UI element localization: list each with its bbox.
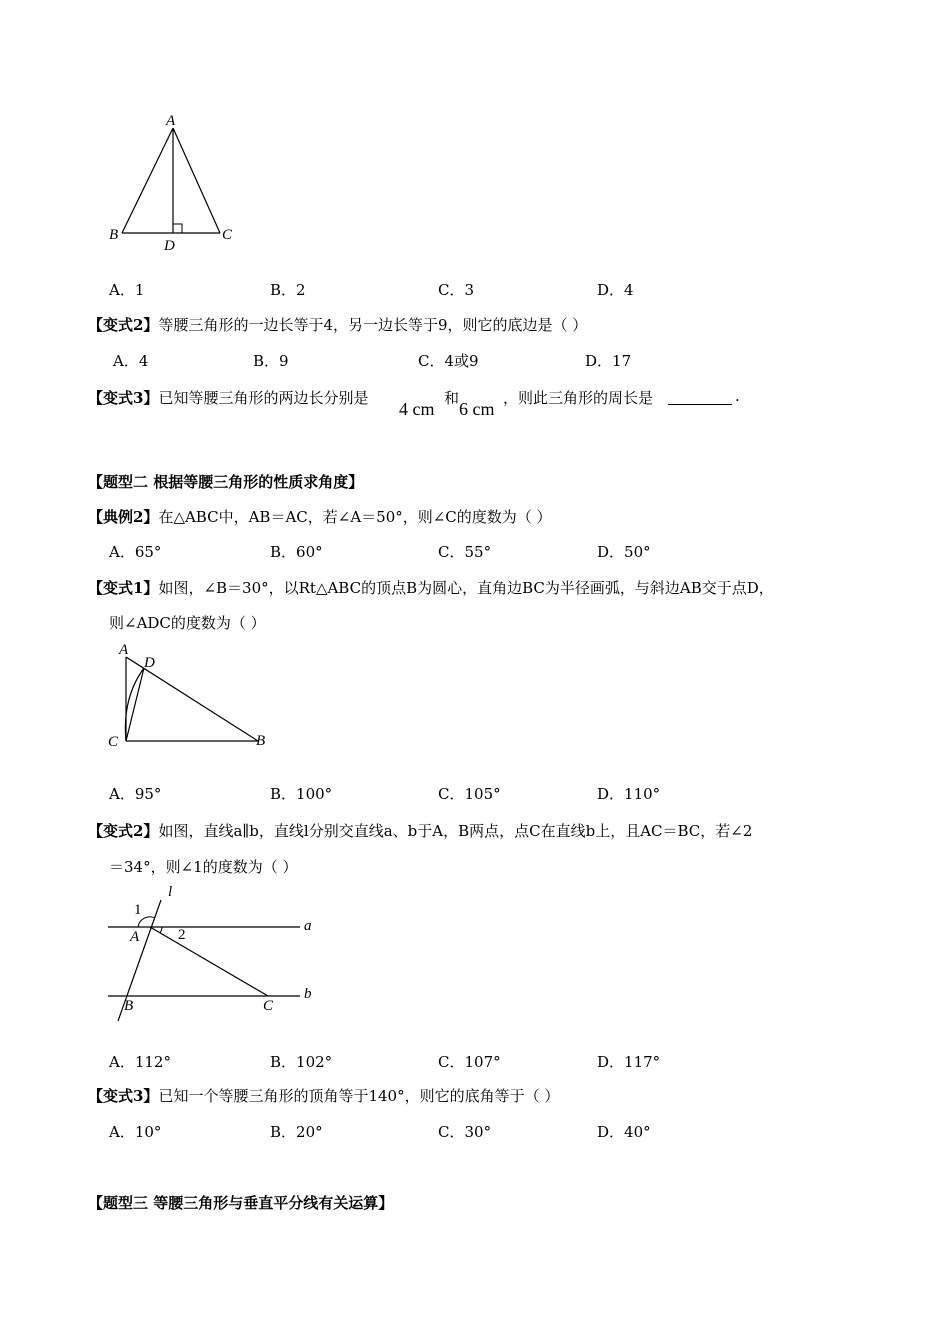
- example2-option-c[interactable]: C．55°: [438, 543, 492, 561]
- variant3-question: [88, 387, 368, 408]
- s2-variant1-tag: 【变式1】: [88, 579, 159, 597]
- s2-variant1-line2: 则∠ADC的度数为（ ）: [109, 614, 266, 632]
- s2-variant3-tag: 【变式3】: [88, 1087, 159, 1105]
- s2-variant2-option-b[interactable]: B．102°: [270, 1053, 333, 1071]
- fig1-label-c: C: [222, 227, 233, 243]
- variant2-option-b[interactable]: B．9: [253, 352, 289, 370]
- fig3-label-c-point: C: [263, 998, 274, 1014]
- fig2-label-b: B: [256, 733, 266, 749]
- s2-variant1-option-b[interactable]: B．100°: [270, 785, 333, 803]
- s2-variant3-option-c[interactable]: C．30°: [438, 1123, 492, 1141]
- example2-option-a[interactable]: A．65°: [109, 543, 162, 561]
- s2-variant2-option-c[interactable]: C．107°: [438, 1053, 501, 1071]
- fig2-label-a: A: [119, 642, 129, 658]
- s2-variant1-line1: [88, 577, 774, 598]
- example2-text: 在△ABC中，AB＝AC，若∠A＝50°，则∠C的度数为（ ）: [158, 508, 552, 526]
- fig2-label-c: C: [108, 734, 119, 750]
- s2-variant2-line1: [88, 820, 752, 841]
- variant2-option-a[interactable]: A．4: [113, 352, 149, 370]
- variant3-text-a: 已知等腰三角形的两边长分别是: [158, 389, 369, 407]
- s2-variant3-option-a[interactable]: A．10°: [109, 1123, 162, 1141]
- fig1-label-b: B: [109, 227, 119, 243]
- q1-option-b[interactable]: B．2: [270, 281, 306, 299]
- s2-variant2-tag: 【变式2】: [88, 822, 159, 840]
- example2-question: [88, 506, 552, 527]
- variant3-answer-blank[interactable]: [668, 390, 732, 405]
- s2-variant3-text: 已知一个等腰三角形的顶角等于140°，则它的底角等于（ ）: [158, 1087, 560, 1105]
- fig3-label-b-line: b: [304, 986, 312, 1002]
- fig3-label-2: 2: [178, 927, 186, 943]
- fig3-label-a-point: A: [130, 929, 140, 945]
- fig3-label-a-line: a: [304, 918, 312, 934]
- example2-option-d[interactable]: D．50°: [597, 543, 651, 561]
- q1-option-d[interactable]: D．4: [597, 281, 634, 299]
- fig3-label-b-point: B: [124, 998, 134, 1014]
- q1-option-c[interactable]: C．3: [438, 281, 475, 299]
- variant2-option-c[interactable]: C．4或9: [418, 352, 479, 370]
- q1-option-a[interactable]: A．1: [109, 281, 145, 299]
- s2-variant1-option-a[interactable]: A．95°: [109, 785, 162, 803]
- fig2-label-d: D: [144, 655, 155, 671]
- variant2-tag: 【变式2】: [88, 316, 159, 334]
- example2-option-b[interactable]: B．60°: [270, 543, 323, 561]
- s2-variant2-text: 如图，直线a∥b，直线l分别交直线a、b于A，B两点，点C在直线b上，且AC＝BC，若∠2: [158, 822, 753, 840]
- s2-variant2-line2: ＝34°，则∠1的度数为（ ）: [109, 858, 298, 876]
- s2-variant1-option-c[interactable]: C．105°: [438, 785, 501, 803]
- s2-variant3-question: [88, 1085, 559, 1106]
- fig1-label-d: D: [164, 238, 175, 254]
- fig1-label-a: A: [166, 113, 176, 129]
- example2-tag: 【典例2】: [88, 508, 159, 526]
- variant2-text: 等腰三角形的一边长等于4，另一边长等于9，则它的底边是（ ）: [158, 316, 588, 334]
- variant2-question: [88, 314, 587, 335]
- variant3-text-b: ，则此三角形的周长是: [503, 389, 654, 407]
- s2-variant2-option-d[interactable]: D．117°: [597, 1053, 661, 1071]
- section3-title: 【题型三 等腰三角形与垂直平分线有关运算】: [88, 1194, 394, 1212]
- s2-variant3-option-d[interactable]: D．40°: [597, 1123, 651, 1141]
- s2-variant1-option-d[interactable]: D．110°: [597, 785, 661, 803]
- variant3-value-1: 4 cm: [399, 399, 435, 419]
- s2-variant1-text: 如图，∠B＝30°，以Rt△ABC的顶点B为圆心，直角边BC为半径画弧，与斜边AB交于点D，: [158, 579, 774, 597]
- variant3-value-2: 6 cm: [459, 399, 495, 419]
- section2-title: 【题型二 根据等腰三角形的性质求角度】: [88, 473, 364, 491]
- variant3-end: .: [735, 387, 740, 405]
- variant3-mid: 和: [444, 389, 460, 407]
- variant2-option-d[interactable]: D．17: [585, 352, 632, 370]
- fig3-label-l: l: [168, 884, 173, 900]
- variant3-tag: 【变式3】: [88, 389, 159, 407]
- s2-variant3-option-b[interactable]: B．20°: [270, 1123, 323, 1141]
- s2-variant2-option-a[interactable]: A．112°: [109, 1053, 171, 1071]
- fig3-label-1: 1: [134, 902, 142, 918]
